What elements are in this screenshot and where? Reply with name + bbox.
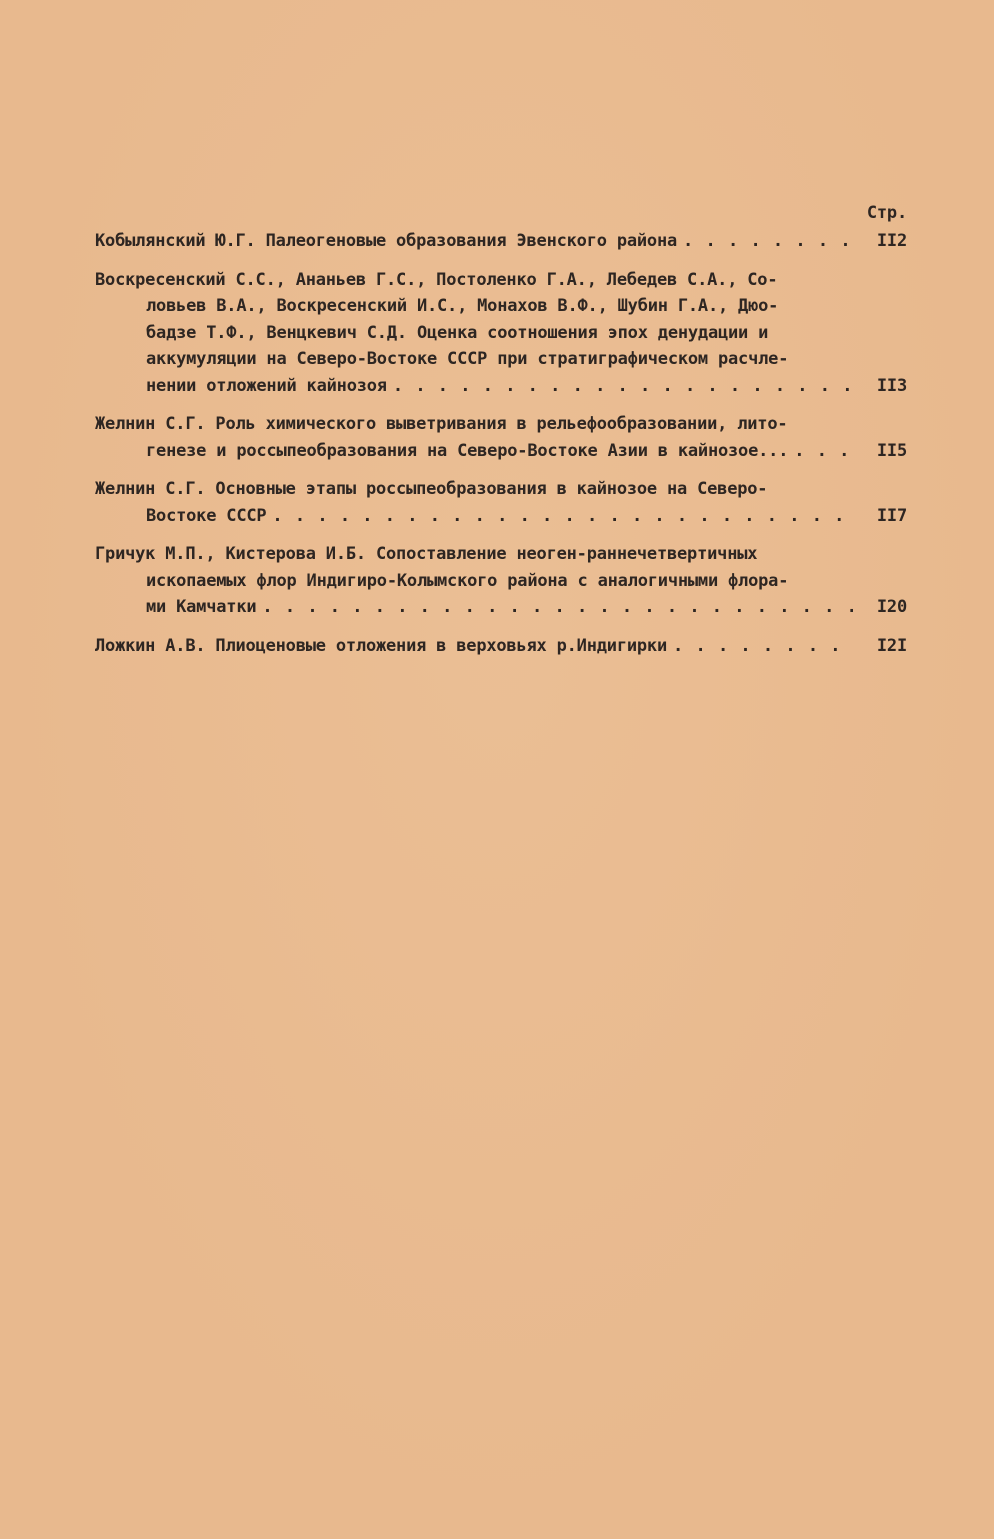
toc-entry-line: Воскресенский С.С., Ананьев Г.С., Постоленко Г.А., Лебедев С.А., Со- (95, 269, 778, 290)
toc-entry (95, 267, 907, 400)
toc-entry-line: ловьев В.А., Воскресенский И.С., Монахов В.Ф., Шубин Г.А., Дюо- (146, 296, 779, 316)
toc-entry-line: аккумуляции на Северо-Востоке СССР при стратиграфическом расчле- (146, 349, 789, 369)
toc-page-number: II2 (876, 231, 907, 251)
dot-leader (393, 373, 853, 400)
toc-entry (95, 411, 907, 464)
toc-entry-line: ископаемых флор Индигиро-Колымского района с аналогичными флора- (146, 570, 789, 591)
toc-page-number: I20 (876, 597, 907, 617)
toc-entry (95, 228, 907, 255)
dot-leader (683, 228, 853, 255)
toc-page-number: I2I (876, 635, 907, 656)
toc-entry-line: Ложкин А.В. Плиоценовые отложения в верховьях р.Индигирки (95, 635, 667, 656)
table-of-contents (95, 200, 907, 671)
toc-entry-line: Кобылянский Ю.Г. Палеогеновые образования Эвенского района (95, 231, 678, 251)
toc-entry-line: бадзе Т.Ф., Венцкевич С.Д. Оценка соотношения эпох денудации и (146, 322, 769, 343)
toc-page-number: II7 (876, 505, 907, 526)
toc-entry-line: Гричук М.П., Кистерова И.Б. Сопоставление неоген-раннечетвертичных (95, 544, 758, 564)
toc-entry-line: Желнин С.Г. Основные этапы россыпеобразования в кайнозое на Северо- (95, 479, 768, 499)
dot-leader (673, 633, 853, 660)
dot-leader (794, 438, 853, 465)
toc-entry (95, 541, 907, 621)
toc-entry-line: нении отложений кайнозоя (146, 375, 387, 396)
toc-entry-line: генезе и россыпеобразования на Северо-Востоке Азии в кайнозое... (146, 440, 789, 461)
dot-leader (262, 594, 853, 621)
toc-page-number: II3 (876, 375, 907, 396)
toc-page-number: II5 (876, 440, 907, 461)
page-column-header: Стр. (866, 203, 907, 223)
toc-entry-line: ми Камчатки (146, 597, 257, 617)
toc-entry-line: Востоке СССР (146, 505, 267, 526)
toc-entry-line: Желнин С.Г. Роль химического выветривания в рельефообразовании, лито- (95, 414, 788, 434)
dot-leader (272, 503, 853, 530)
toc-entry (95, 633, 907, 660)
toc-entry (95, 476, 907, 529)
